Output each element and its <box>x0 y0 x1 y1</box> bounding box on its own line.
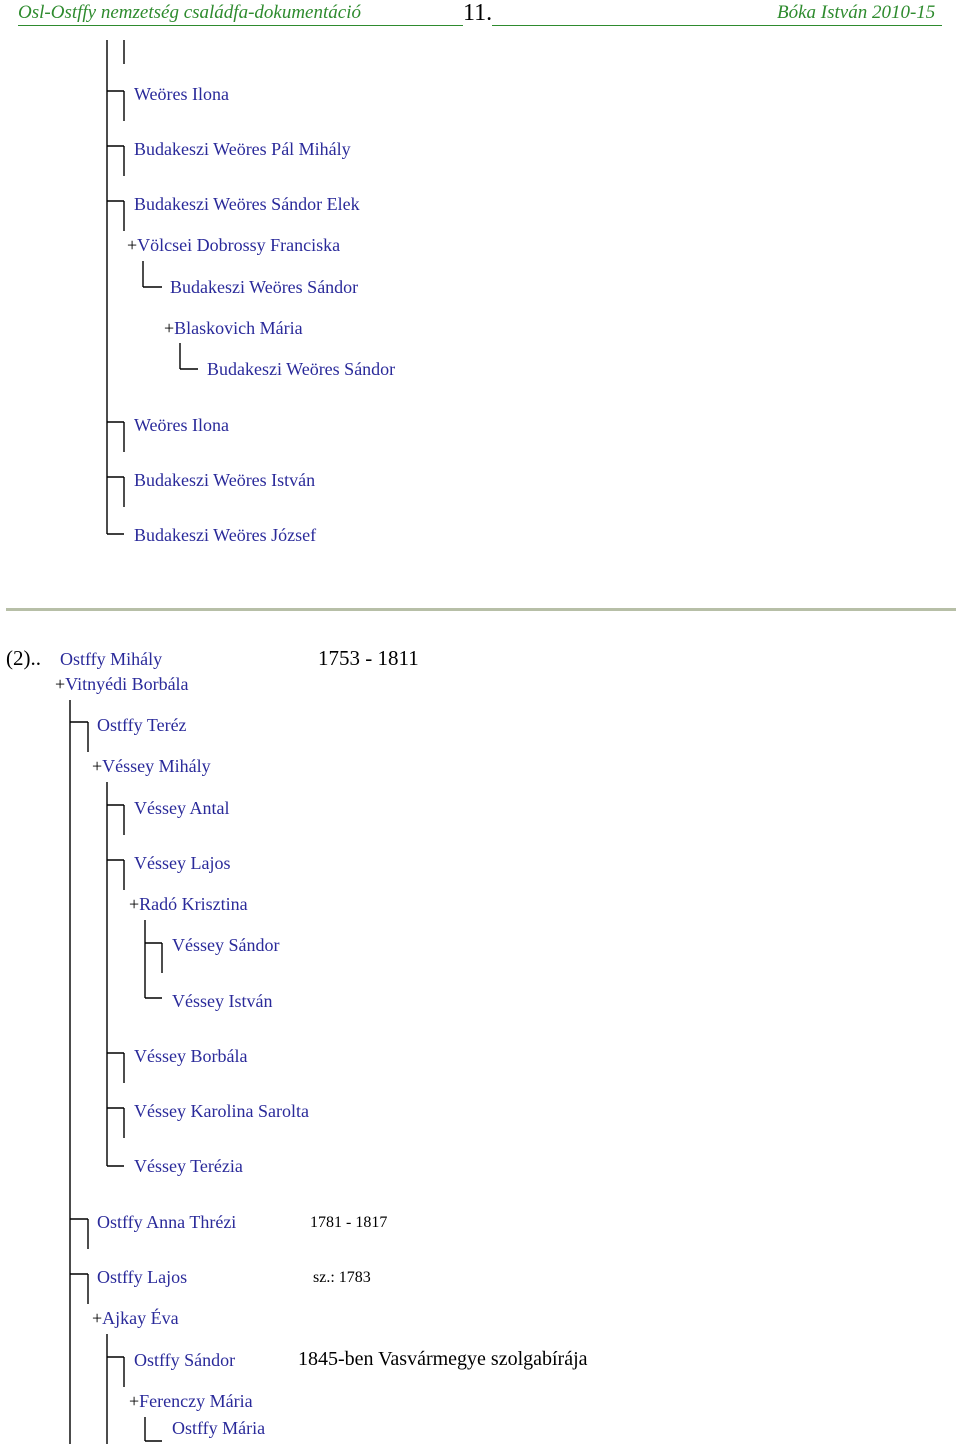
spouse-name: Völcsei Dobrossy Franciska <box>137 235 341 255</box>
head-person-name: Ostffy Mihály <box>60 649 163 669</box>
person-name: Budakeszi Weöres Sándor <box>170 277 359 297</box>
spouse-name: Blaskovich Mária <box>174 318 303 338</box>
head-person-years: 1753 - 1811 <box>318 646 419 670</box>
spouse-line: +Vitnyédi Borbála <box>55 674 189 694</box>
person-name: Budakeszi Weöres József <box>134 525 317 545</box>
spouse-name: Radó Krisztina <box>139 894 248 914</box>
spouse-line: +Ajkay Éva <box>92 1308 179 1328</box>
person-name: Weöres Ilona <box>134 84 230 104</box>
spouse-name: Ferenczy Mária <box>139 1391 253 1411</box>
person-name: Budakeszi Weöres István <box>134 470 316 490</box>
person-name: Véssey Sándor <box>172 935 280 955</box>
spouse-name: Ajkay Éva <box>102 1308 179 1328</box>
header-right-title: Bóka István 2010-15 <box>777 2 936 23</box>
person-name: Budakeszi Weöres Sándor <box>207 359 396 379</box>
person-name: Weöres Ilona <box>134 415 230 435</box>
spouse-line: +Blaskovich Mária <box>164 318 303 338</box>
person-name: Véssey István <box>172 991 273 1011</box>
section-index: (2).. <box>6 646 41 670</box>
page-number: 11. <box>463 0 493 26</box>
person-years: 1781 - 1817 <box>310 1214 388 1231</box>
person-name: Ostffy Sándor <box>134 1350 236 1370</box>
person-name: Véssey Lajos <box>134 853 231 873</box>
person-name: Ostffy Anna Thrézi <box>97 1212 237 1232</box>
spouse-line: +Völcsei Dobrossy Franciska <box>127 235 341 255</box>
person-name: Véssey Karolina Sarolta <box>134 1101 309 1121</box>
person-years: sz.: 1783 <box>313 1269 371 1286</box>
spouse-line: +Véssey Mihály <box>92 756 211 776</box>
person-name: Budakeszi Weöres Pál Mihály <box>134 139 351 159</box>
person-note: 1845-ben Vasvármegye szolgabírája <box>298 1348 588 1370</box>
spouse-name: Vitnyédi Borbála <box>65 674 189 694</box>
header-left-title: Osl-Ostffy nemzetség családfa-dokumentáció <box>18 2 361 23</box>
person-name: Budakeszi Weöres Sándor Elek <box>134 194 360 214</box>
spouse-line: +Radó Krisztina <box>129 894 248 914</box>
person-name: Véssey Terézia <box>134 1156 243 1176</box>
person-name: Véssey Antal <box>134 798 230 818</box>
person-name: Ostffy Teréz <box>97 715 187 735</box>
person-name: Ostffy Lajos <box>97 1267 188 1287</box>
spouse-name: Véssey Mihály <box>102 756 211 776</box>
person-name: Véssey Borbála <box>134 1046 248 1066</box>
section-separator <box>6 608 956 611</box>
person-name: Ostffy Mária <box>172 1418 266 1438</box>
spouse-line: +Ferenczy Mária <box>129 1391 253 1411</box>
